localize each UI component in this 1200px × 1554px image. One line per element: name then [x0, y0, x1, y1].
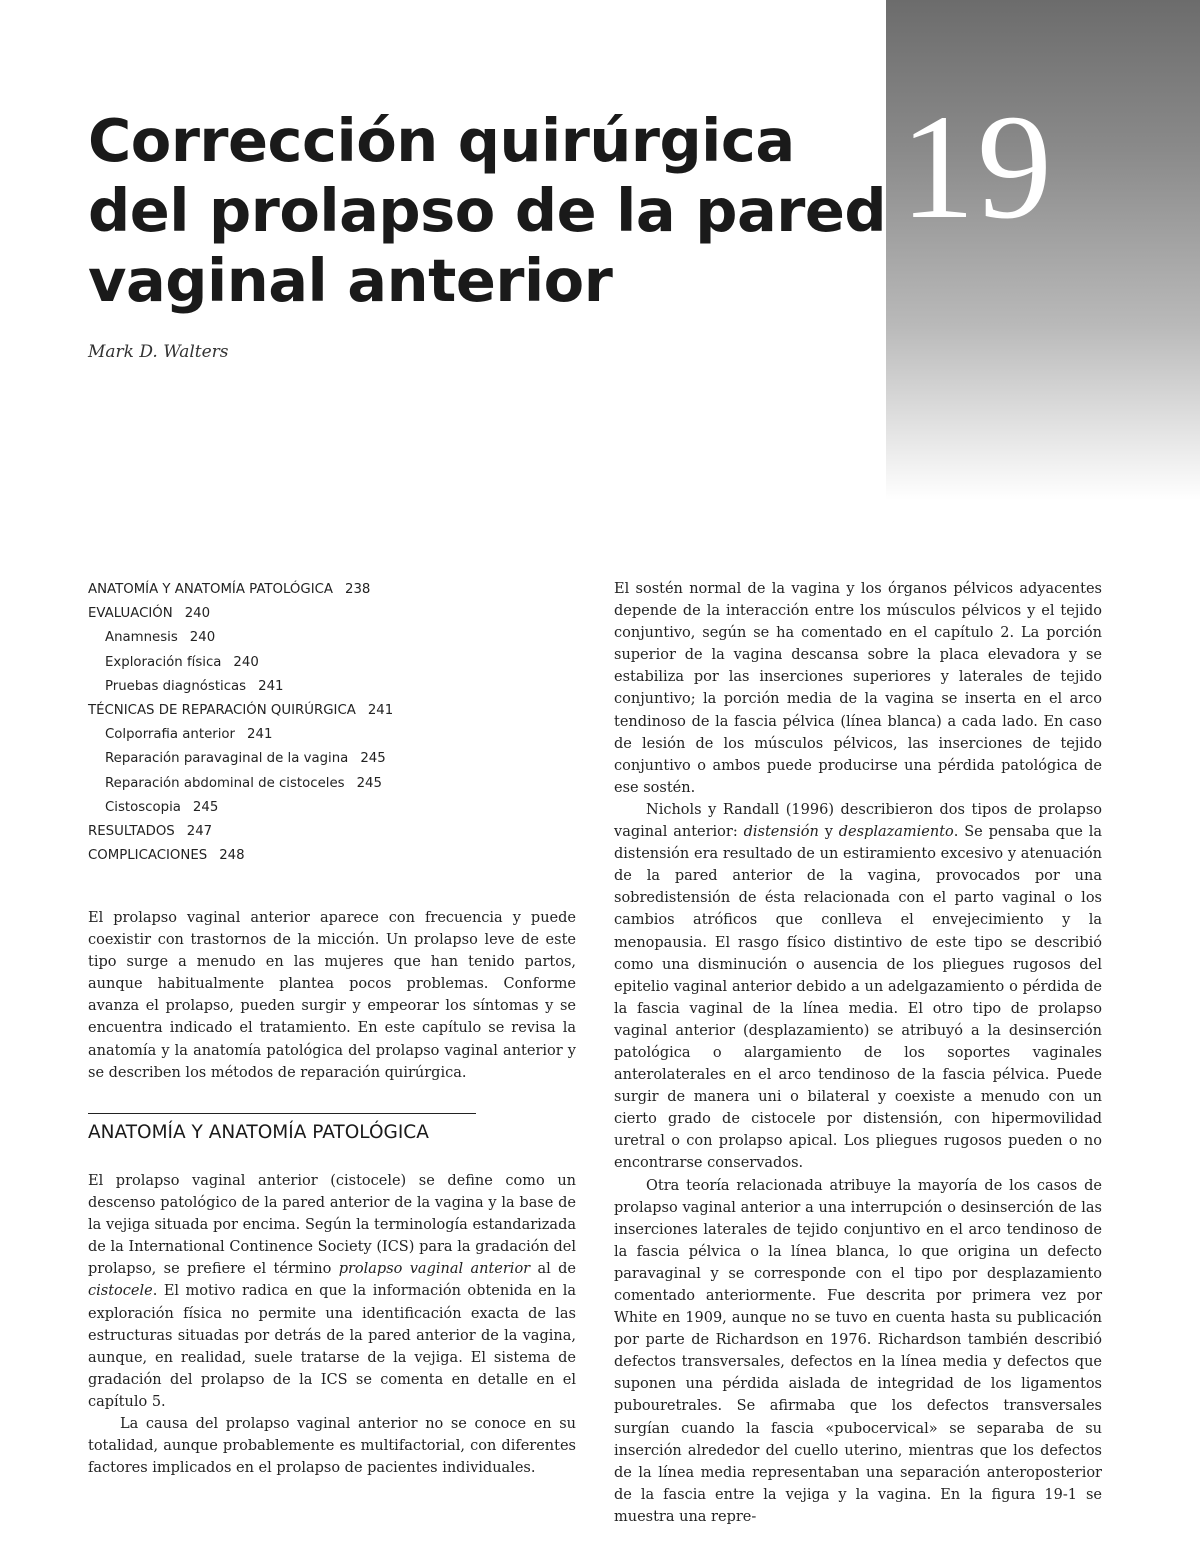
body-paragraph: Otra teoría relacionada atribuye la mayoría de los casos de prolapso vaginal anterior a una interrupción o desinserción de las inserciones laterales de tejido conjuntivo en el arco tendinoso de la fascia pélvica o la línea blanca, lo que origina un defecto paravaginal y se corresponde con el tipo por desplazamiento comentado anteriormente. Fue descrita por primera vez por White en 1909, aunque no se tuvo en cuenta hasta su publicación por parte de Richardson en 1976. Richardson también describió defectos transversales, defectos en la línea media y defectos que suponen una pérdida aislada de integridad de los ligamentos pubouretrales. Se afirmaba que los defectos transversales surgían cuando la fascia «pubocervical» se separaba de su inserción alrededor del cuello uterino, mientras que los defectos de la línea media representaban una separación anteroposterior de la fascia entre la vejiga y la vagina. En la figura 19-1 se muestra una repre-: [614, 1177, 1102, 1525]
outline-subitem: [88, 747, 568, 771]
intro-paragraph: El prolapso vaginal anterior aparece con frecuencia y puede coexistir con trastornos de la micción. Un prolapso leve de este tipo surge a menudo en las mujeres que han tenido partos, aunque habitualmente plantea pocos problemas. Conforme avanza el prolapso, pueden surgir y empeorar los síntomas y se encuentra indicado el tratamiento. En este capítulo se revisa la anatomía y la anatomía patológica del prolapso vaginal anterior y se describen los métodos de reparación quirúrgica.: [88, 910, 576, 1081]
outline-item-page: 240: [189, 630, 216, 646]
right-column-body: [614, 578, 1102, 1528]
emphasis-term: prolapso vaginal anterior: [338, 1261, 531, 1278]
emphasis-term: desplazamiento: [838, 824, 954, 841]
outline-item-label: Reparación paravaginal de la vagina: [105, 751, 349, 767]
outline-item: [88, 602, 568, 626]
outline-item-page: 238: [345, 582, 371, 597]
outline-item-label: ANATOMÍA Y ANATOMÍA PATOLÓGICA: [88, 582, 333, 597]
outline-item: [88, 699, 568, 723]
outline-subitem: [88, 772, 568, 796]
outline-item-page: 247: [186, 824, 213, 840]
outline-item: [88, 578, 568, 602]
outline-item: [88, 820, 568, 844]
outline-subitem: [88, 796, 568, 820]
chapter-title-line: del prolapso de la pared: [88, 176, 887, 245]
outline-item-page: 248: [219, 848, 245, 864]
text-run: al de: [530, 1261, 576, 1278]
outline-item-page: 241: [247, 727, 273, 743]
outline-item-label: Anamnesis: [105, 630, 178, 646]
outline-item-page: 241: [367, 703, 394, 719]
chapter-outline: [88, 578, 568, 868]
outline-item-page: 240: [233, 654, 259, 670]
outline-item-page: 245: [360, 751, 386, 767]
outline-subitem: [88, 675, 568, 699]
outline-item-label: Pruebas diagnósticas: [105, 678, 247, 694]
body-paragraph: [88, 1170, 576, 1413]
outline-item-label: Cistoscopia: [105, 799, 181, 815]
outline-item-label: COMPLICACIONES: [88, 848, 208, 864]
outline-item: [88, 844, 568, 868]
text-run: . El motivo radica en que la información obtenida en la exploración física no permite una identificación exacta de las estructuras situadas por detrás de la pared anterior de la vagina, aunque, en realidad, suele tratarse de la vejiga. El sistema de gradación del prolapso de la ICS se comenta en detalle en el capítulo 5.: [88, 1283, 576, 1410]
body-paragraph: La causa del prolapso vaginal anterior no se conoce en su totalidad, aunque probablemente es multifactorial, con diferentes factores implicados en el prolapso de pacientes individuales.: [88, 1416, 576, 1477]
intro-text: [88, 907, 576, 1084]
text-run: . Se pensaba que la distensión era resultado de un estiramiento excesivo y atenuación de la pared anterior de la vagina, provocados por una sobredistensión de ésta relacionada con el parto vaginal o los cambios atróficos que conlleva el envejecimiento y la menopausia. El rasgo físico distintivo de este tipo se describió como una disminución o ausencia de los pliegues rugosos del epitelio vaginal anterior debido a un adelgazamiento o pérdida de la fascia vaginal de la línea media. El otro tipo de prolapso vaginal anterior (desplazamiento) se atribuyó a la desinserción patológica o alargamiento de los soportes vaginales anterolaterales en el arco tendinoso de la fascia pélvica. Puede surgir de manera uni o bilateral y coexiste a menudo con un cierto grado de cistocele por distensión, con hipermovilidad uretral o con prolapso apical. Los pliegues rugosos pueden o no encontrarse conservados.: [614, 824, 1102, 1172]
outline-item-label: EVALUACIÓN: [88, 606, 173, 622]
chapter-title-line: Corrección quirúrgica: [88, 106, 795, 175]
chapter-number: 19: [900, 84, 1054, 250]
outline-item-page: 245: [356, 775, 382, 791]
section-heading: ANATOMÍA Y ANATOMÍA PATOLÓGICA: [88, 1122, 429, 1143]
outline-item-page: 245: [192, 799, 219, 815]
outline-item-label: Colporrafia anterior: [105, 727, 236, 743]
chapter-tab-gradient: [886, 0, 1200, 500]
outline-item-page: 241: [258, 678, 284, 694]
emphasis-term: distensión: [743, 824, 819, 841]
body-paragraph: El sostén normal de la vagina y los órganos pélvicos adyacentes depende de la interacción entre los músculos pélvicos y el tejido conjuntivo, según se ha comentado en el capítulo 2. La porción superior de la vagina descansa sobre la placa elevadora y se estabiliza por las inserciones superiores y laterales de tejido conjuntivo; la porción media de la vagina se inserta en el arco tendinoso de la fascia pélvica (línea blanca) a cada lado. En caso de lesión de los músculos pélvicos, las inserciones de tejido conjuntivo o ambos puede producirse una pérdida patológica de ese sostén.: [614, 581, 1102, 796]
chapter-author: Mark D. Walters: [88, 342, 229, 362]
section-body: [88, 1170, 576, 1479]
outline-item-label: Exploración física: [105, 654, 222, 670]
emphasis-term: cistocele: [88, 1283, 153, 1300]
outline-subitem: [88, 723, 568, 747]
outline-item-label: TÉCNICAS DE REPARACIÓN QUIRÚRGICA: [88, 703, 356, 719]
outline-item-page: 240: [184, 606, 211, 622]
outline-item-label: Reparación abdominal de cistoceles: [105, 775, 345, 791]
chapter-title-line: vaginal anterior: [88, 246, 613, 315]
chapter-title: [88, 106, 887, 316]
text-run: y: [818, 824, 839, 841]
outline-subitem: [88, 651, 568, 675]
outline-subitem: [88, 626, 568, 650]
section-divider: [88, 1113, 476, 1114]
text-run: El prolapso vaginal anterior (cistocele) se define como un descenso patológico de la pared anterior de la vagina y la base de la vejiga situada por encima. Según la terminología estandarizada de la International Continence Society (ICS) para la gradación del prolapso, se prefiere el término: [88, 1173, 576, 1278]
outline-item-label: RESULTADOS: [88, 824, 175, 840]
text-run: Nichols y Randall (1996) describieron dos tipos de prolapso vaginal anterior:: [614, 801, 1102, 841]
body-paragraph: [614, 799, 1102, 1175]
